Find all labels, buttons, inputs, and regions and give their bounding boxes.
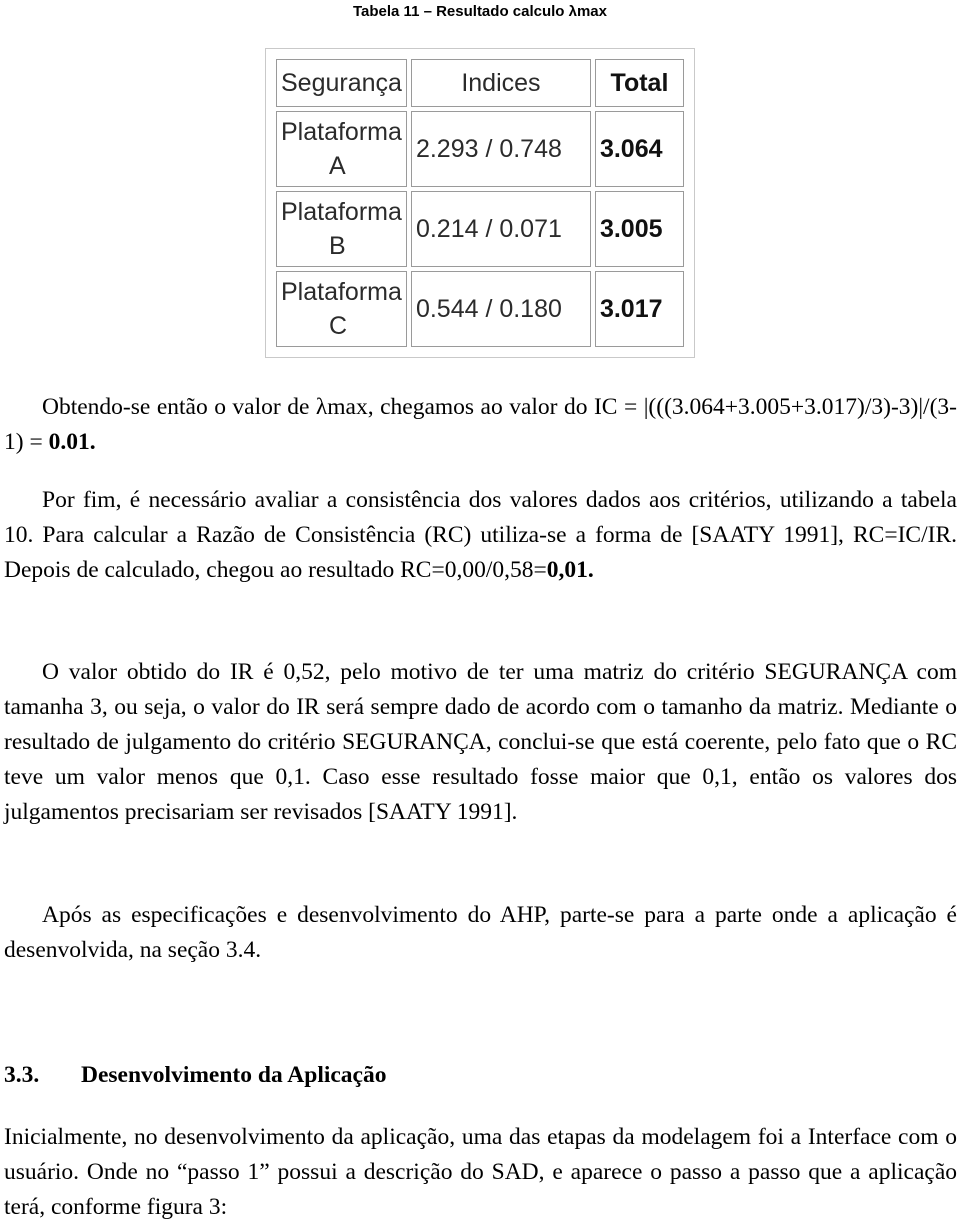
- paragraph-lambda-max: [4, 390, 957, 460]
- row-label-letter: C: [329, 312, 348, 340]
- paragraph-text: Por fim, é necessário avaliar a consistência dos valores dados aos critérios, utilizando a tabela 10. Para calcular a Razão de Consistência (RC) utiliza-se a forma de [SAATY 1991], RC=IC/IR. Depois de calculado, chegou ao resultado RC=0,00/0,58=: [4, 487, 957, 583]
- row-indices: 0.544 / 0.180: [411, 271, 591, 347]
- row-label-top: Plataforma: [281, 198, 402, 226]
- paragraph-interface: [4, 1120, 957, 1225]
- paragraph-ir-value: [4, 655, 957, 830]
- result-table-image: [265, 48, 695, 358]
- table-caption: Tabela 11 – Resultado calculo λmax: [352, 3, 607, 20]
- row-indices: 2.293 / 0.748: [411, 111, 591, 187]
- section-number: 3.3.: [4, 1062, 40, 1088]
- row-indices: 0.214 / 0.071: [411, 191, 591, 267]
- row-label-letter: B: [329, 232, 346, 260]
- paragraph-text: O valor obtido do IR é 0,52, pelo motivo de ter uma matriz do critério SEGURANÇA com tamanha 3, ou seja, o valor do IR será sempre dado de acordo com o tamanho da matriz. Mediante o resultado de julgamento do critério SEGURANÇA, conclui-se que está coerente, pelo fato que o RC teve um valor menos que 0,1. Caso esse resultado fosse maior que 0,1, então os valores dos julgamentos precisariam ser revisados [SAATY 1991].: [4, 659, 957, 825]
- header-total: Total: [595, 59, 684, 107]
- table-header-row: [276, 59, 684, 107]
- row-total: 3.017: [595, 271, 684, 347]
- paragraph-text: Inicialmente, no desenvolvimento da aplicação, uma das etapas da modelagem foi a Interface com o usuário. Onde no “passo 1” possui a descrição do SAD, e aparece o passo a passo que a aplicação terá, conforme figura 3:: [4, 1124, 957, 1220]
- paragraph-bold-result: 0,01.: [546, 557, 594, 583]
- table-row: [276, 191, 684, 267]
- row-label: [276, 191, 407, 267]
- paragraph-text: Obtendo-se então o valor de λmax, chegamos ao valor do IC = |(((3.064+3.005+3.017)/3)-3)|/(3-1) =: [4, 394, 957, 455]
- row-label: [276, 271, 407, 347]
- paragraph-text: Após as especificações e desenvolvimento do AHP, parte-se para a parte onde a aplicação é desenvolvida, na seção 3.4.: [4, 902, 957, 963]
- row-total: 3.064: [595, 111, 684, 187]
- result-table: [272, 55, 688, 351]
- paragraph-bold-result: 0.01.: [48, 429, 96, 455]
- header-indices: Indices: [411, 59, 591, 107]
- paragraph-consistency-ratio: [4, 483, 957, 588]
- table-row: [276, 111, 684, 187]
- row-total: 3.005: [595, 191, 684, 267]
- table-row: [276, 271, 684, 347]
- section-title: Desenvolvimento da Aplicação: [81, 1062, 387, 1088]
- header-seguranca: Segurança: [276, 59, 407, 107]
- row-label: [276, 111, 407, 187]
- section-heading: [4, 1058, 387, 1093]
- row-label-letter: A: [329, 152, 346, 180]
- paragraph-next-section: [4, 898, 957, 968]
- row-label-top: Plataforma: [281, 278, 402, 306]
- row-label-top: Plataforma: [281, 118, 402, 146]
